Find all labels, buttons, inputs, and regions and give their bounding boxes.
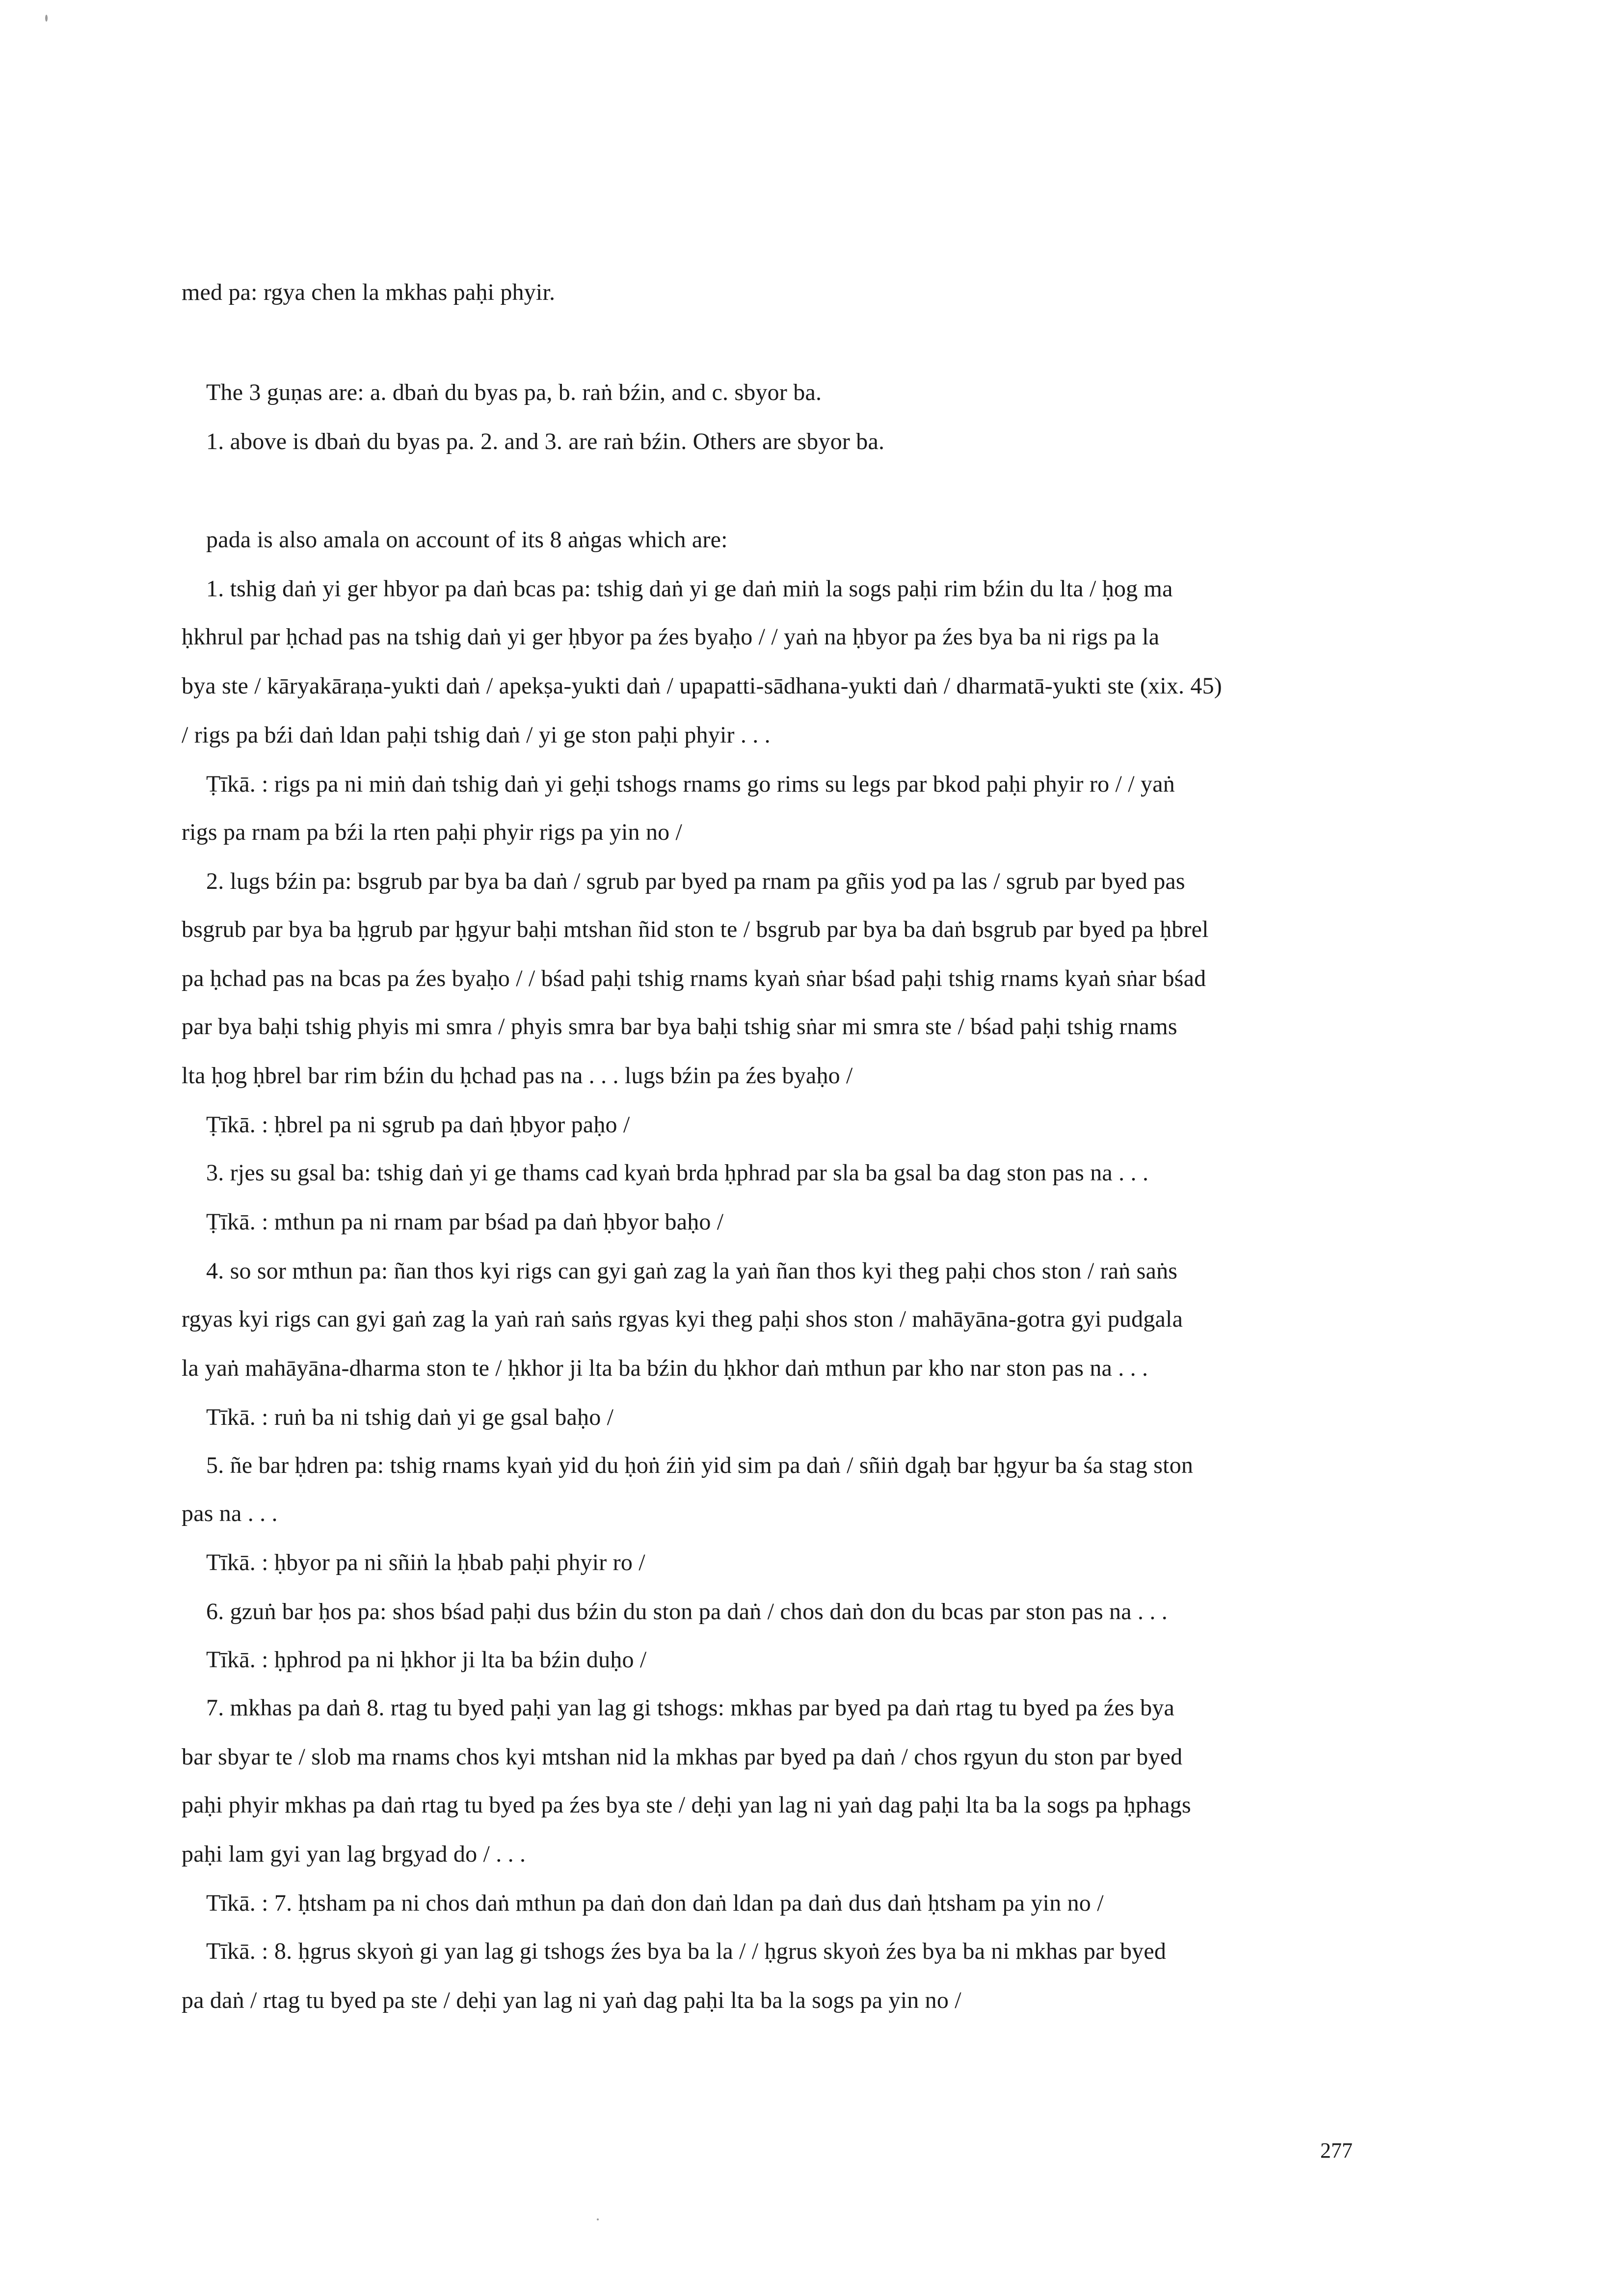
text-line: bar sbyar te / slob ma rnams chos kyi mtshan nid la mkhas par byed pa daṅ / chos rgyun du ston par byed <box>182 1744 1183 1770</box>
text-line: 7. mkhas pa daṅ 8. rtag tu byed paḥi yan lag gi tshogs: mkhas par byed pa daṅ rtag tu byed pa źes bya <box>206 1695 1175 1721</box>
text-line: Ṭīkā. : mthun pa ni rnam par bśad pa daṅ ḥbyor baḥo / <box>206 1209 724 1235</box>
text-line: Ṭīkā. : rigs pa ni miṅ daṅ tshig daṅ yi geḥi tshogs rnams go rims su legs par bkod paḥi phyir ro / / yaṅ <box>206 771 1175 797</box>
scan-speck <box>45 15 48 22</box>
text-line: 5. ñe bar ḥdren pa: tshig rnams kyaṅ yid du ḥoṅ źiṅ yid sim pa daṅ / sñiṅ dgaḥ bar ḥgyur ba śa stag ston <box>206 1452 1194 1478</box>
text-line: paḥi phyir mkhas pa daṅ rtag tu byed pa źes bya ste / deḥi yan lag ni yaṅ dag paḥi lta ba la sogs pa ḥphags <box>182 1792 1191 1818</box>
text-line: Tīkā. : ruṅ ba ni tshig daṅ yi ge gsal baḥo / <box>206 1404 614 1430</box>
text-line: bsgrub par bya ba ḥgrub par ḥgyur baḥi mtshan ñid ston te / bsgrub par bya ba daṅ bsgrub par byed pa ḥbrel <box>182 916 1209 942</box>
text-line: paḥi lam gyi yan lag brgyad do / . . . <box>182 1841 526 1867</box>
text-line: 3. rjes su gsal ba: tshig daṅ yi ge thams cad kyaṅ brda ḥphrad par sla ba gsal ba dag ston pas na . . . <box>206 1160 1149 1186</box>
text-line: la yaṅ mahāyāna-dharma ston te / ḥkhor ji lta ba bźin du ḥkhor daṅ mthun par kho nar ston pas na . . . <box>182 1355 1148 1381</box>
text-line: Tīkā. : ḥbyor pa ni sñiṅ la ḥbab paḥi phyir ro / <box>206 1549 645 1575</box>
text-line: 1. above is dbaṅ du byas pa. 2. and 3. are raṅ bźin. Others are sbyor ba. <box>206 428 885 454</box>
text-line: 4. so sor mthun pa: ñan thos kyi rigs can gyi gaṅ zag la yaṅ ñan thos kyi theg paḥi chos ston / raṅ saṅs <box>206 1258 1178 1284</box>
text-line: / rigs pa bźi daṅ ldan paḥi tshig daṅ / yi ge ston paḥi phyir . . . <box>182 722 771 748</box>
text-line: pada is also amala on account of its 8 aṅgas which are: <box>206 527 728 553</box>
scan-speck <box>597 2218 599 2220</box>
page-number: 277 <box>1320 2138 1353 2163</box>
text-line: med pa: rgya chen la mkhas paḥi phyir. <box>182 279 556 305</box>
text-line: The 3 guṇas are: a. dbaṅ du byas pa, b. raṅ bźin, and c. sbyor ba. <box>206 379 822 405</box>
text-line: lta ḥog ḥbrel bar rim bźin du ḥchad pas na . . . lugs bźin pa źes byaḥo / <box>182 1063 853 1089</box>
text-line: pa ḥchad pas na bcas pa źes byaḥo / / bśad paḥi tshig rnams kyaṅ sṅar bśad paḥi tshig rnams kyaṅ sṅar bśad <box>182 965 1206 991</box>
text-line: bya ste / kāryakāraṇa-yukti daṅ / apekṣa-yukti daṅ / upapatti-sādhana-yukti daṅ / dharmatā-yukti ste (xix. 45) <box>182 673 1222 699</box>
text-line: pa daṅ / rtag tu byed pa ste / deḥi yan lag ni yaṅ dag paḥi lta ba la sogs pa yin no / <box>182 1987 961 2013</box>
text-line: Tīkā. : 8. ḥgrus skyoṅ gi yan lag gi tshogs źes bya ba la / / ḥgrus skyoṅ źes bya ba ni mkhas par byed <box>206 1938 1167 1964</box>
text-line: 6. gzuṅ bar ḥos pa: shos bśad paḥi dus bźin du ston pa daṅ / chos daṅ don du bcas par ston pas na . . . <box>206 1599 1168 1625</box>
text-line: Tīkā. : 7. ḥtsham pa ni chos daṅ mthun pa daṅ don daṅ ldan pa daṅ dus daṅ ḥtsham pa yin no / <box>206 1890 1104 1916</box>
text-line: par bya baḥi tshig phyis mi smra / phyis smra bar bya baḥi tshig sṅar mi smra ste / bśad paḥi tshig rnams <box>182 1014 1177 1040</box>
text-line: pas na . . . <box>182 1500 278 1526</box>
text-line: 2. lugs bźin pa: bsgrub par bya ba daṅ / sgrub par byed pa rnam pa gñis yod pa las / sgrub par byed pas <box>206 868 1185 894</box>
text-line: rigs pa rnam pa bźi la rten paḥi phyir rigs pa yin no / <box>182 819 683 845</box>
text-line: ḥkhrul par ḥchad pas na tshig daṅ yi ger ḥbyor pa źes byaḥo / / yaṅ na ḥbyor pa źes bya ba ni rigs pa la <box>182 624 1160 650</box>
text-line: rgyas kyi rigs can gyi gaṅ zag la yaṅ raṅ saṅs rgyas kyi theg paḥi shos ston / mahāyāna-gotra gyi pudgala <box>182 1306 1183 1332</box>
text-line: Ṭīkā. : ḥbrel pa ni sgrub pa daṅ ḥbyor paḥo / <box>206 1112 630 1138</box>
text-line: 1. tshig daṅ yi ger hbyor pa daṅ bcas pa: tshig daṅ yi ge daṅ miṅ la sogs paḥi rim bźin du lta / ḥog ma <box>206 576 1173 602</box>
text-line: Tīkā. : ḥphrod pa ni ḥkhor ji lta ba bźin duḥo / <box>206 1647 647 1673</box>
